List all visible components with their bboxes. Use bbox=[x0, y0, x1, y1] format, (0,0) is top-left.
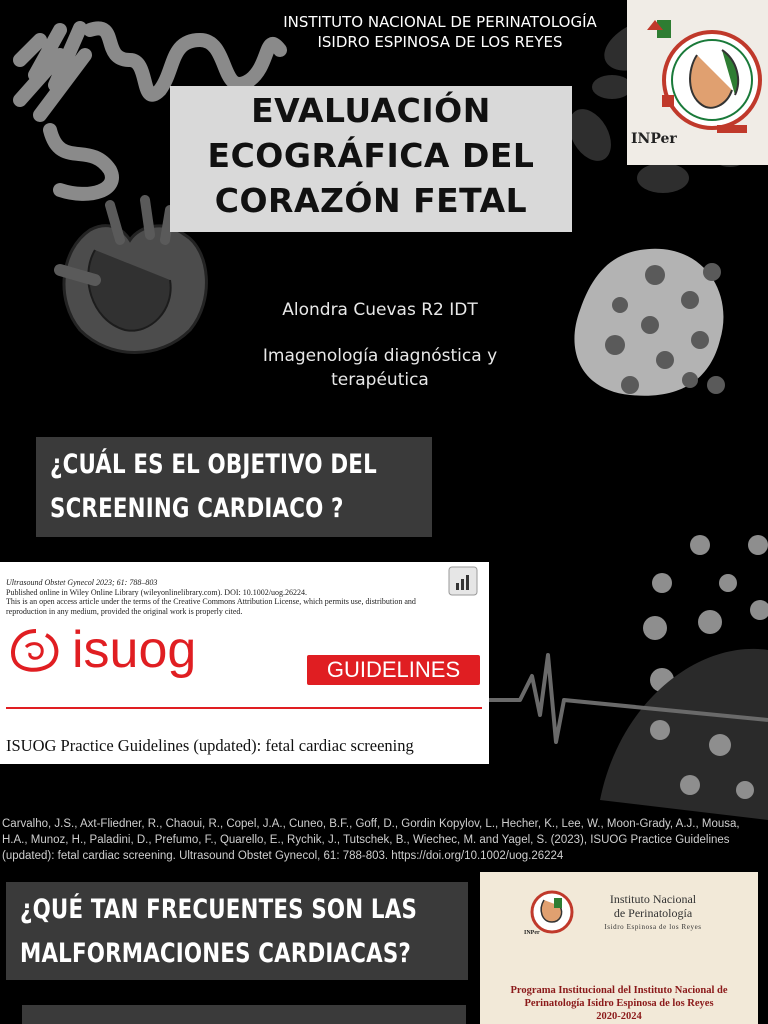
isuog-fetus-icon bbox=[6, 625, 66, 675]
question-objective-line-2: SCREENING CARDIACO ? bbox=[50, 493, 344, 524]
program-inst-line-3: Isidro Espinosa de los Reyes bbox=[604, 923, 702, 931]
program-inst-line-1: Instituto Nacional bbox=[609, 892, 697, 906]
program-title-line-2: Perinatología Isidro Espinosa de los Reyes bbox=[524, 998, 714, 1009]
isuog-word: isuog bbox=[72, 621, 197, 679]
logo-label: INPer bbox=[631, 131, 677, 147]
program-document bbox=[480, 872, 758, 1024]
question-box-objective bbox=[36, 437, 432, 537]
question-frequency-line-2: MALFORMACIONES CARDIACAS? bbox=[20, 938, 411, 969]
program-title bbox=[490, 984, 748, 1023]
main-title bbox=[170, 88, 572, 223]
author-name: Alondra Cuevas R2 IDT bbox=[282, 300, 478, 320]
institution-header bbox=[240, 12, 640, 52]
crossmark-icon bbox=[448, 566, 478, 596]
paper-journal: Ultrasound Obstet Gynecol 2023; 61: 788–803 bbox=[6, 578, 158, 587]
question-objective bbox=[50, 443, 377, 531]
program-inst-line-2: de Perinatología bbox=[613, 906, 693, 920]
isuog-logo bbox=[6, 620, 196, 680]
paper-title: ISUOG Practice Guidelines (updated): fetal cardiac screening bbox=[6, 736, 414, 755]
guidelines-badge: GUIDELINES bbox=[307, 655, 480, 685]
program-title-line-3: 2020-2024 bbox=[596, 1011, 642, 1022]
institution-line-2: ISIDRO ESPINOSA DE LOS REYES bbox=[317, 33, 563, 51]
paper-license-2: reproduction in any medium, provided the original work is properly cited. bbox=[6, 606, 243, 616]
inper-logo bbox=[627, 0, 768, 165]
title-line-3: CORAZÓN FETAL bbox=[214, 181, 528, 220]
question-box-frequency bbox=[6, 882, 468, 980]
citation-text: Carvalho, J.S., Axt-Fliedner, R., Chaoui, R., Copel, J.A., Cuneo, B.F., Goff, D., Gordin Kopylov, L., Hecher, K., Lee, W., Moon-Grady, A.J., Mousa, H.A., Munoz, H., Paladini, D., Prefumo, F., Quarello, E., Rychik, J., Tutschek, B., Wiechec, M. and Yagel, S. (2023), ISUOG Practice Guidelines (updated): fetal cardiac screening. Ultrasound Obstet Gynecol, 61: 788-803. https://doi.org/10.1002/uog.26224 bbox=[2, 818, 740, 862]
program-seal-label: INPer bbox=[524, 930, 540, 936]
main-title-box bbox=[170, 86, 572, 232]
paper-license: This is an open access article under the terms of the Creative Commons Attribution License, which permits use, distribution and bbox=[6, 597, 416, 606]
red-divider bbox=[6, 707, 482, 709]
question-objective-line-1: ¿CUÁL ES EL OBJETIVO DEL bbox=[50, 449, 377, 480]
department bbox=[230, 344, 530, 392]
department-line-2: terapéutica bbox=[331, 370, 429, 390]
spotted-blob-decoration bbox=[574, 249, 725, 396]
question-frequency bbox=[20, 888, 417, 976]
paper-published: Published online in Wiley Online Library (wileyonlinelibrary.com). DOI: 10.1002/uog.26224. bbox=[6, 587, 307, 597]
department-line-1: Imagenología diagnóstica y bbox=[262, 346, 498, 366]
program-title-line-1: Programa Institucional del Instituto Nacional de bbox=[510, 985, 728, 996]
question-frequency-line-1: ¿QUÉ TAN FRECUENTES SON LAS bbox=[20, 894, 418, 925]
bottom-text-box bbox=[22, 1005, 466, 1024]
title-line-2: ECOGRÁFICA DEL bbox=[207, 136, 535, 175]
program-institution bbox=[594, 892, 712, 934]
paper-meta bbox=[6, 578, 446, 616]
institution-line-1: INSTITUTO NACIONAL DE PERINATOLOGÍA bbox=[283, 13, 597, 31]
title-line-1: EVALUACIÓN bbox=[251, 91, 491, 130]
